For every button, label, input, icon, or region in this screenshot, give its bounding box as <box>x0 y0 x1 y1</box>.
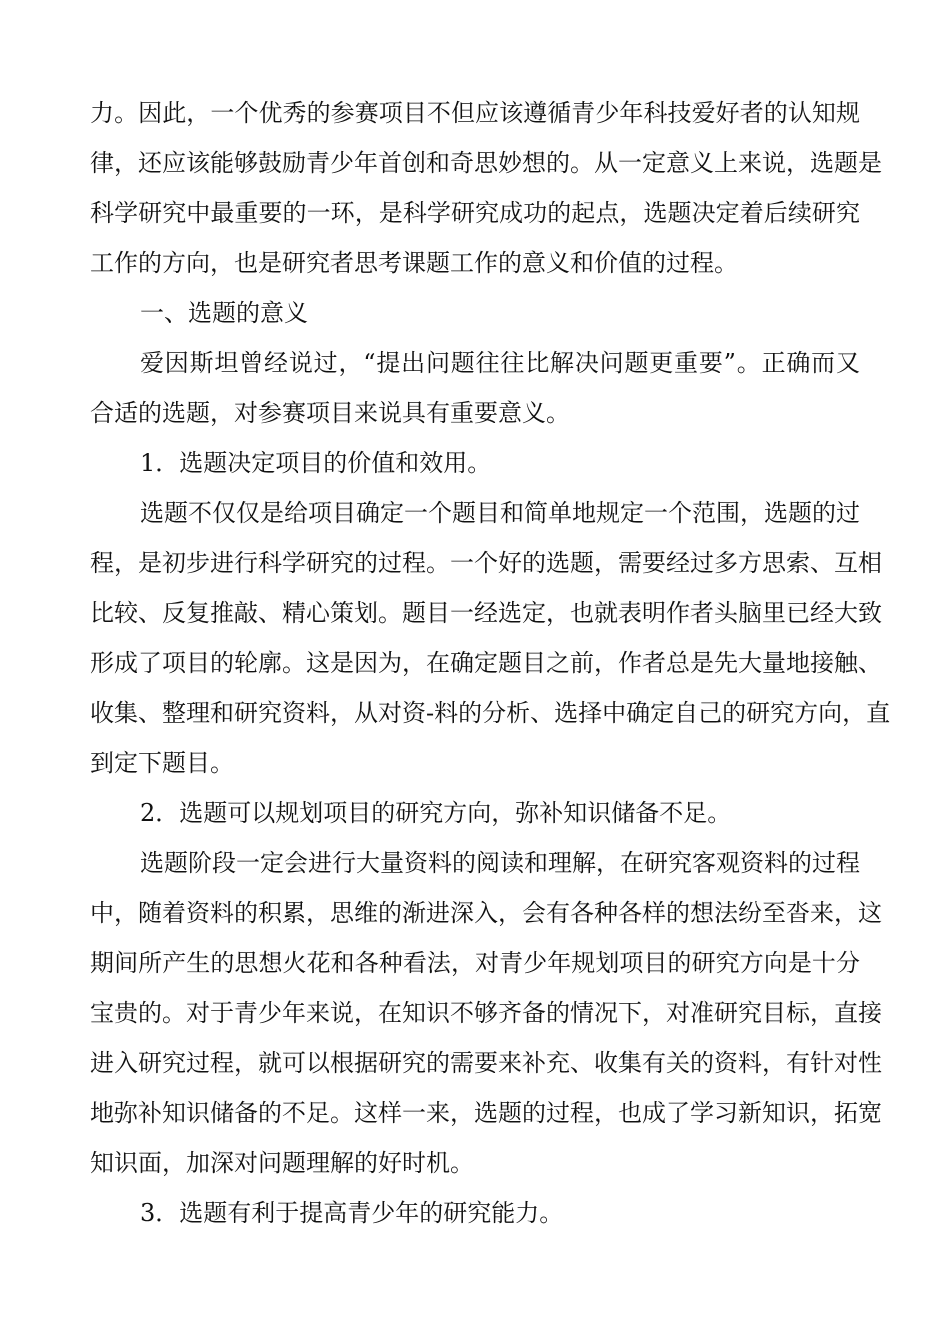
body-text-line: 工作的方向，也是研究者思考课题工作的意义和价值的过程。 <box>90 249 738 277</box>
body-text-line: 进入研究过程，就可以根据研究的需要来补充、收集有关的资料，有针对性 <box>90 1049 882 1077</box>
subsection-heading: 1．选题决定项目的价值和效用。 <box>140 449 492 477</box>
body-text-line: 期间所产生的思想火花和各种看法，对青少年规划项目的研究方向是十分 <box>90 949 860 977</box>
section-heading: 一、选题的意义 <box>140 299 308 327</box>
body-text-line: 合适的选题，对参赛项目来说具有重要意义。 <box>90 399 570 427</box>
body-text-line: 爱因斯坦曾经说过，“提出问题往往比解决问题更重要”。正确而又 <box>140 349 860 377</box>
body-text-line: 知识面，加深对问题理解的好时机。 <box>90 1149 474 1177</box>
body-text-line: 律，还应该能够鼓励青少年首创和奇思妙想的。从一定意义上来说，选题是 <box>90 149 882 177</box>
subsection-heading: 3．选题有利于提高青少年的研究能力。 <box>140 1199 564 1227</box>
subsection-heading: 2．选题可以规划项目的研究方向，弥补知识储备不足。 <box>140 799 732 827</box>
body-text-line: 选题不仅仅是给项目确定一个题目和简单地规定一个范围，选题的过 <box>140 499 860 527</box>
body-text-line: 科学研究中最重要的一环，是科学研究成功的起点，选题决定着后续研究 <box>90 199 860 227</box>
body-text-line: 力。因此，一个优秀的参赛项目不但应该遵循青少年科技爱好者的认知规 <box>90 99 860 127</box>
body-text-line: 宝贵的。对于青少年来说，在知识不够齐备的情况下，对准研究目标，直接 <box>90 999 882 1027</box>
body-text-line: 中，随着资料的积累，思维的渐进深入，会有各种各样的想法纷至沓来，这 <box>90 899 882 927</box>
body-text-line: 到定下题目。 <box>90 749 234 777</box>
body-text-line: 程，是初步进行科学研究的过程。一个好的选题，需要经过多方思索、互相 <box>90 549 882 577</box>
body-text-line: 收集、整理和研究资料，从对资-料的分析、选择中确定自己的研究方向，直 <box>90 699 891 727</box>
body-text-line: 形成了项目的轮廓。这是因为，在确定题目之前，作者总是先大量地接触、 <box>90 649 882 677</box>
body-text-line: 比较、反复推敲、精心策划。题目一经选定，也就表明作者头脑里已经大致 <box>90 599 882 627</box>
body-text-line: 选题阶段一定会进行大量资料的阅读和理解，在研究客观资料的过程 <box>140 849 860 877</box>
body-text-line: 地弥补知识储备的不足。这样一来，选题的过程，也成了学习新知识，拓宽 <box>90 1099 882 1127</box>
